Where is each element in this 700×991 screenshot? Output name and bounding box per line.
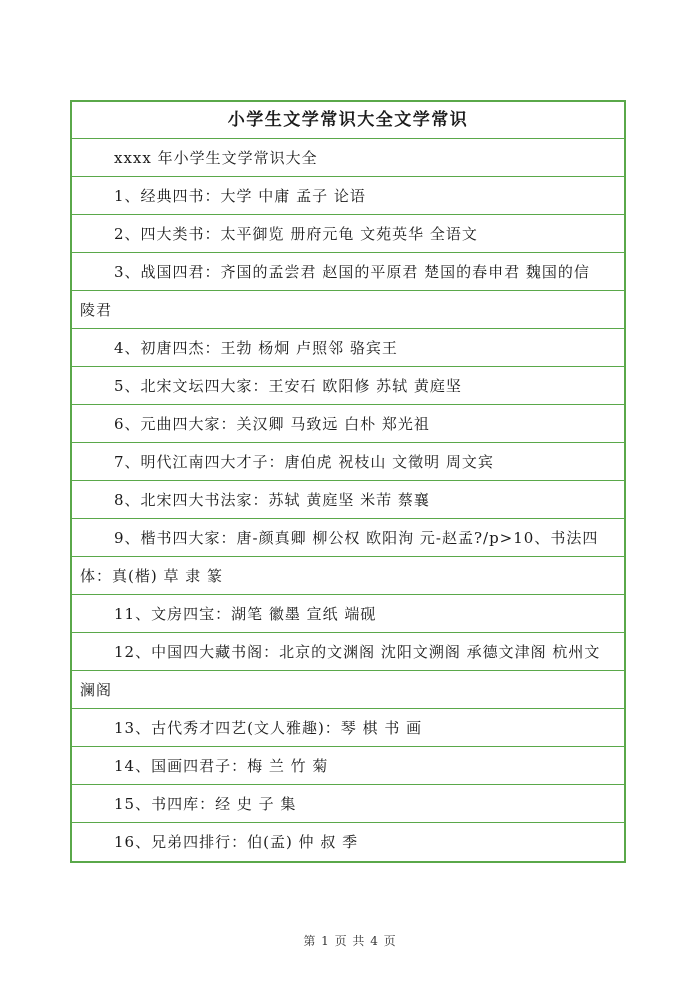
document-title: 小学生文学常识大全文学常识 xyxy=(72,102,624,139)
document-table xyxy=(70,100,626,863)
table-row: 1、经典四书：大学 中庸 孟子 论语 xyxy=(72,177,624,215)
table-row: 2、四大类书：太平御览 册府元龟 文苑英华 全语文 xyxy=(72,215,624,253)
table-row: 4、初唐四杰：王勃 杨炯 卢照邻 骆宾王 xyxy=(72,329,624,367)
table-row: 14、国画四君子：梅 兰 竹 菊 xyxy=(72,747,624,785)
table-row: 11、文房四宝：湖笔 徽墨 宣纸 端砚 xyxy=(72,595,624,633)
table-row: 3、战国四君：齐国的孟尝君 赵国的平原君 楚国的春申君 魏国的信 xyxy=(72,253,624,291)
table-row: 16、兄弟四排行：伯(孟) 仲 叔 季 xyxy=(114,833,359,851)
table-row: 6、元曲四大家：关汉卿 马致远 白朴 郑光祖 xyxy=(72,405,624,443)
table-row: 5、北宋文坛四大家：王安石 欧阳修 苏轼 黄庭坚 xyxy=(72,367,624,405)
document-rows xyxy=(72,139,624,861)
table-row-continuation: 澜阁 xyxy=(72,671,624,709)
table-row: 15、书四库：经 史 子 集 xyxy=(72,785,624,823)
table-row: 8、北宋四大书法家：苏轼 黄庭坚 米芾 蔡襄 xyxy=(72,481,624,519)
table-row-continuation: 陵君 xyxy=(72,291,624,329)
table-row-continuation: 体：真(楷) 草 隶 篆 xyxy=(72,557,624,595)
table-row: 12、中国四大藏书阁：北京的文渊阁 沈阳文溯阁 承德文津阁 杭州文 xyxy=(72,633,624,671)
table-row: 9、楷书四大家：唐-颜真卿 柳公权 欧阳洵 元-赵孟?/p>10、书法四 xyxy=(72,519,624,557)
table-row: xxxx 年小学生文学常识大全 xyxy=(72,139,624,177)
page-footer: 第 1 页 共 4 页 xyxy=(303,934,397,948)
table-row: 7、明代江南四大才子：唐伯虎 祝枝山 文徵明 周文宾 xyxy=(72,443,624,481)
table-row: 13、古代秀才四艺(文人雅趣)：琴 棋 书 画 xyxy=(72,709,624,747)
